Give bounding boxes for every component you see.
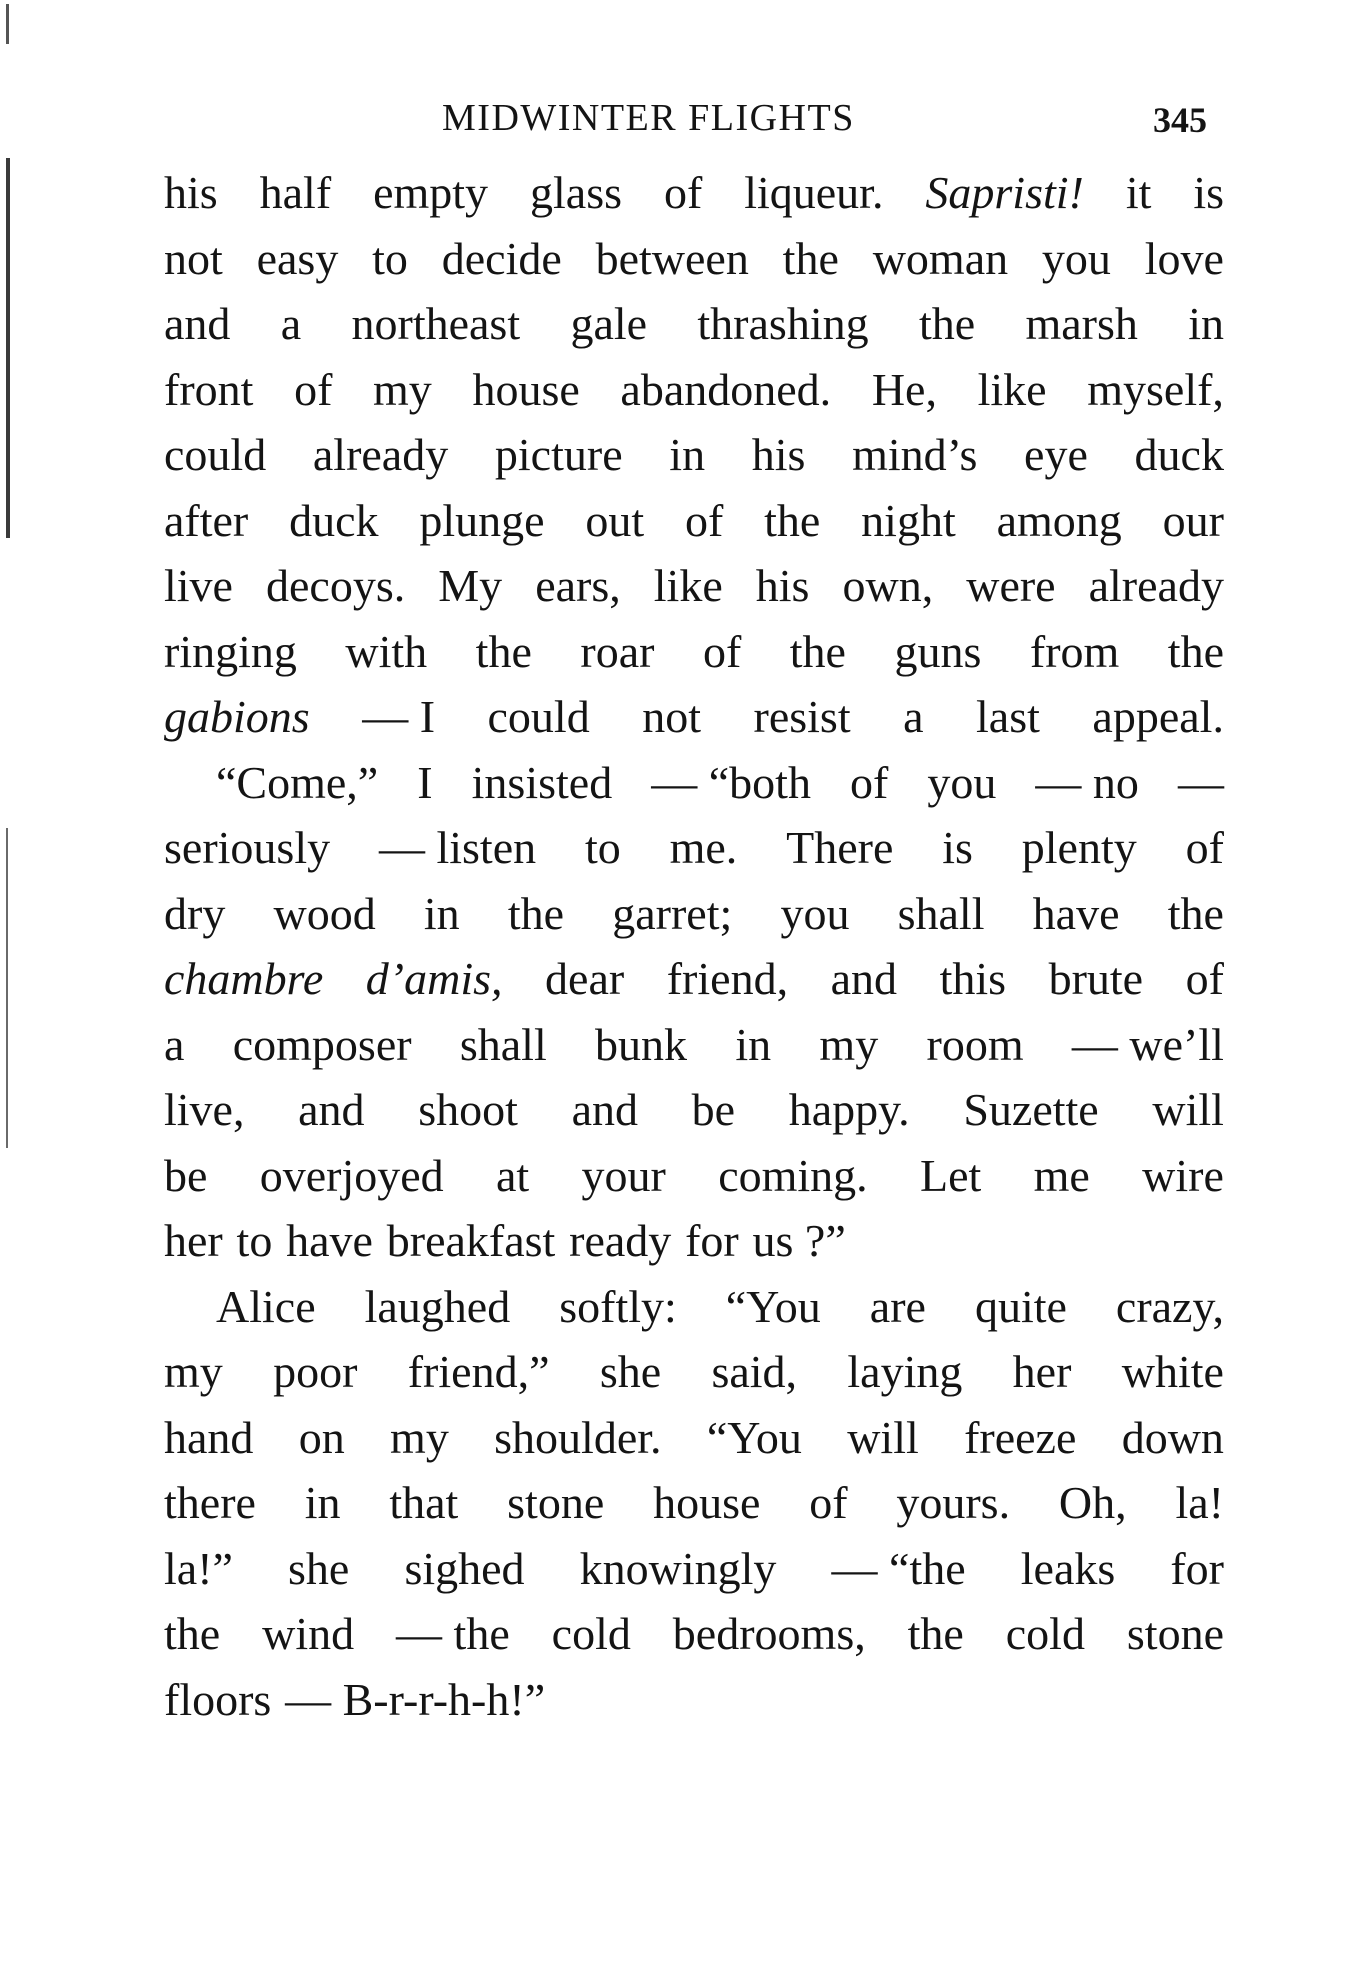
word: her	[164, 1215, 223, 1266]
word: last	[976, 691, 1040, 742]
word: it	[1125, 167, 1152, 218]
text-line	[164, 1143, 1224, 1209]
word: decoys.	[266, 560, 406, 611]
word: friend,	[666, 953, 789, 1004]
word: to	[372, 232, 408, 284]
word: in	[304, 1477, 341, 1528]
word: room	[926, 1018, 1024, 1070]
word: guns	[894, 625, 982, 677]
word: picture	[494, 429, 623, 480]
word: us ?”	[752, 1215, 846, 1266]
word: live	[164, 560, 233, 611]
word: me.	[669, 822, 738, 873]
word: overjoyed	[259, 1149, 444, 1201]
word: to	[584, 822, 621, 873]
word: like	[977, 363, 1047, 415]
word: a	[903, 691, 924, 742]
word: happy.	[788, 1084, 910, 1135]
word: own,	[842, 560, 934, 611]
word: empty	[373, 167, 489, 218]
word: friend,”	[407, 1346, 550, 1397]
word: duck	[1134, 429, 1224, 480]
word: seriously	[164, 822, 331, 873]
text-line	[164, 422, 1224, 488]
italic-word: gabions	[164, 691, 310, 742]
word: dry	[164, 887, 226, 939]
word: cold	[551, 1608, 631, 1659]
word: Alice	[216, 1280, 316, 1332]
word: at	[496, 1149, 530, 1201]
word: ears,	[535, 560, 621, 611]
word: mind’s	[852, 429, 978, 480]
word: floors	[164, 1673, 272, 1725]
word: my	[390, 1411, 449, 1463]
word: knowingly	[579, 1542, 777, 1594]
word: is	[1193, 167, 1224, 218]
word: wind	[262, 1608, 355, 1659]
word: his	[164, 167, 218, 218]
word: me	[1033, 1149, 1090, 1201]
text-line	[164, 1077, 1224, 1143]
word: like	[653, 560, 723, 611]
word: with	[345, 625, 428, 677]
italic-word: d’amis,	[365, 953, 503, 1004]
word: He,	[871, 363, 937, 415]
text-line	[164, 553, 1224, 619]
word: already	[312, 429, 449, 480]
word: for	[1170, 1542, 1224, 1594]
word: abandoned.	[620, 363, 832, 415]
binding-edge-mark	[6, 158, 10, 538]
word: la!”	[164, 1542, 233, 1594]
word: northeast	[351, 298, 521, 349]
text-line	[164, 1536, 1224, 1602]
word: wire	[1142, 1149, 1224, 1201]
word: My	[438, 560, 503, 611]
word: thrashing	[697, 298, 869, 349]
word: brute	[1048, 953, 1144, 1004]
word: of	[809, 1477, 848, 1528]
word: coming.	[718, 1149, 868, 1201]
text-line	[164, 357, 1224, 423]
word: between	[595, 232, 749, 284]
word: night	[861, 494, 956, 546]
word: is	[942, 822, 973, 873]
word: garret;	[612, 887, 733, 939]
text-line	[164, 946, 1224, 1012]
word: could	[164, 429, 267, 480]
text-line	[164, 1667, 1224, 1733]
word: from	[1029, 625, 1120, 677]
word: insisted	[471, 756, 613, 808]
word: — the	[396, 1608, 510, 1659]
word: have	[286, 1215, 373, 1266]
word: — listen	[378, 822, 537, 873]
word: dear	[545, 953, 625, 1004]
word: the	[764, 494, 821, 546]
word: not	[164, 232, 223, 284]
italic-word: chambre	[164, 953, 324, 1004]
italic-word: Sapristi!	[925, 167, 1084, 218]
word: half	[259, 167, 332, 218]
word: and	[298, 1084, 365, 1135]
word: breakfast	[386, 1215, 556, 1266]
word: easy	[256, 232, 339, 284]
word: white	[1121, 1346, 1224, 1397]
word: were	[966, 560, 1056, 611]
text-line	[164, 160, 1224, 226]
word: stone	[1126, 1608, 1224, 1659]
word: myself,	[1087, 363, 1224, 415]
word: “You	[725, 1280, 821, 1332]
word: la!	[1175, 1477, 1224, 1528]
text-line	[164, 226, 1224, 292]
word: there	[164, 1477, 256, 1528]
word: bunk	[595, 1018, 688, 1070]
word: his	[755, 560, 810, 611]
text-line	[164, 619, 1224, 685]
word: “You	[706, 1411, 802, 1463]
word: “Come,”	[216, 756, 379, 808]
text-line	[164, 488, 1224, 554]
page-number: 345	[1153, 100, 1207, 140]
word: glass	[530, 167, 622, 218]
word: house	[472, 363, 580, 415]
word: appeal.	[1092, 691, 1224, 742]
word: —	[1177, 756, 1224, 808]
word: ringing	[164, 625, 297, 677]
word: you	[927, 756, 997, 808]
word: the	[475, 625, 532, 677]
word: this	[939, 953, 1007, 1004]
word: love	[1144, 232, 1224, 284]
word: of	[850, 756, 889, 808]
word: of	[1185, 822, 1224, 873]
word: and	[164, 298, 231, 349]
text-line	[164, 1601, 1224, 1667]
word: crazy,	[1115, 1280, 1224, 1332]
word: sighed	[404, 1542, 525, 1594]
word: — we’ll	[1071, 1018, 1224, 1070]
running-title: MIDWINTER FLIGHTS	[442, 97, 855, 139]
scan-edge-mark	[6, 4, 9, 44]
word: decide	[441, 232, 562, 284]
word: in	[423, 887, 460, 939]
text-line	[164, 684, 1224, 750]
word: a	[280, 298, 302, 349]
word: be	[691, 1084, 736, 1135]
word: will	[847, 1411, 919, 1463]
body-text	[164, 160, 1224, 1732]
word: — I	[362, 691, 436, 742]
word: of	[1185, 953, 1224, 1004]
word: in	[1188, 298, 1224, 349]
word: — no	[1035, 756, 1139, 808]
text-line	[164, 815, 1224, 881]
word: on	[298, 1411, 345, 1463]
word: said,	[711, 1346, 798, 1397]
word: Oh,	[1058, 1477, 1127, 1528]
text-line	[164, 1405, 1224, 1471]
word: my	[164, 1346, 223, 1397]
text-line	[164, 881, 1224, 947]
word: — B-r-r-h-h!”	[285, 1673, 546, 1725]
word: leaks	[1020, 1542, 1116, 1594]
word: I	[417, 756, 433, 808]
word: the	[918, 298, 976, 349]
word: have	[1032, 887, 1120, 939]
word: our	[1162, 494, 1224, 546]
word: laying	[847, 1346, 963, 1397]
word: my	[819, 1018, 879, 1070]
word: freeze	[964, 1411, 1077, 1463]
word: a	[164, 1018, 185, 1070]
word: yours.	[896, 1477, 1011, 1528]
word: live,	[164, 1084, 245, 1135]
text-line	[164, 291, 1224, 357]
word: to	[236, 1215, 273, 1266]
word: shoulder.	[494, 1411, 662, 1463]
word: could	[487, 691, 590, 742]
text-line	[164, 1470, 1224, 1536]
word: — “both	[651, 756, 811, 808]
word: not	[642, 691, 701, 742]
word: There	[786, 822, 894, 873]
word: are	[869, 1280, 926, 1332]
word: roar	[580, 625, 655, 677]
word: plenty	[1021, 822, 1137, 873]
word: her	[1012, 1346, 1072, 1397]
word: after	[164, 494, 249, 546]
word: the	[164, 1608, 221, 1659]
word: she	[288, 1542, 350, 1594]
word: shall	[897, 887, 985, 939]
running-head	[0, 93, 1352, 143]
word: your	[581, 1149, 666, 1201]
word: already	[1088, 560, 1224, 611]
word: marsh	[1025, 298, 1138, 349]
word: woman	[872, 232, 1009, 284]
word: liqueur.	[744, 167, 884, 218]
word: bedrooms,	[672, 1608, 866, 1659]
word: be	[164, 1149, 208, 1201]
word: hand	[164, 1411, 254, 1463]
word: among	[996, 494, 1122, 546]
word: ready	[569, 1215, 672, 1266]
word: of	[663, 167, 703, 218]
word: the	[1167, 625, 1224, 677]
word: eye	[1024, 429, 1088, 480]
word: you	[780, 887, 850, 939]
word: his	[751, 429, 806, 480]
word: the	[1167, 887, 1224, 939]
word: and	[571, 1084, 638, 1135]
word: resist	[753, 691, 851, 742]
word: out	[585, 494, 645, 546]
word: and	[830, 953, 898, 1004]
word: softly:	[559, 1280, 677, 1332]
word: of	[684, 494, 724, 546]
text-line	[164, 1274, 1224, 1340]
word: cold	[1005, 1608, 1085, 1659]
word: the	[782, 232, 839, 284]
word: of	[294, 363, 333, 415]
word: quite	[974, 1280, 1067, 1332]
text-line	[164, 1339, 1224, 1405]
text-line	[164, 1012, 1224, 1078]
word: in	[735, 1018, 772, 1070]
word: will	[1152, 1084, 1224, 1135]
word: wood	[273, 887, 376, 939]
word: front	[164, 363, 254, 415]
word: my	[373, 363, 432, 415]
word: for	[685, 1215, 739, 1266]
word: you	[1041, 232, 1111, 284]
word: duck	[289, 494, 379, 546]
text-line	[164, 750, 1224, 816]
word: shoot	[418, 1084, 518, 1135]
binding-edge-mark	[6, 828, 8, 1148]
word: she	[599, 1346, 662, 1397]
word: shall	[459, 1018, 547, 1070]
word: stone	[507, 1477, 605, 1528]
word: Suzette	[963, 1084, 1099, 1135]
word: Let	[920, 1149, 982, 1201]
word: plunge	[419, 494, 545, 546]
word: house	[653, 1477, 761, 1528]
word: poor	[273, 1346, 358, 1397]
word: — “the	[831, 1542, 966, 1594]
word: laughed	[364, 1280, 511, 1332]
word: that	[389, 1477, 459, 1528]
word: in	[669, 429, 706, 480]
word: composer	[232, 1018, 412, 1070]
word: the	[907, 1608, 964, 1659]
word: the	[507, 887, 565, 939]
text-line	[164, 1208, 1224, 1274]
word: down	[1121, 1411, 1224, 1463]
word: the	[789, 625, 846, 677]
word: gale	[570, 298, 648, 349]
word: of	[702, 625, 742, 677]
